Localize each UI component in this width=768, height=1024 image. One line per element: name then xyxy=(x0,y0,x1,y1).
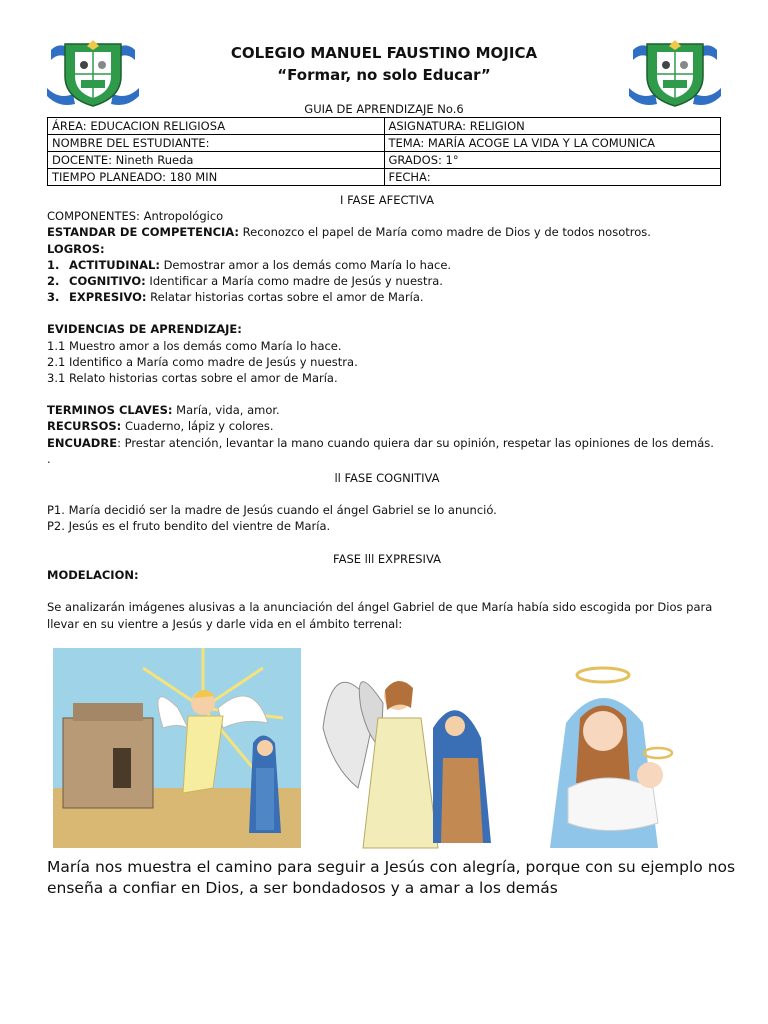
section-title: FASE lll EXPRESIVA xyxy=(333,552,441,566)
guide-title: GUIA DE APRENDIZAJE No.6 xyxy=(304,102,464,116)
logros-list xyxy=(47,257,727,306)
intro-paragraph: Se analizarán imágenes alusivas a la anunciación del ángel Gabriel de que María había sido escogida por Dios para llevar en su vientre a Jesús y darle vida en el ámbito terrenal: xyxy=(47,600,713,631)
student-name-cell: NOMBRE DEL ESTUDIANTE: xyxy=(48,135,385,152)
section-title: I FASE AFECTIVA xyxy=(340,193,434,207)
fecha-cell: FECHA: xyxy=(384,169,721,186)
logros-label: LOGROS: xyxy=(47,241,105,256)
table-row xyxy=(48,152,721,169)
mary-with-child-image xyxy=(548,663,698,853)
modelacion-label: MODELACION: xyxy=(47,568,139,583)
p1-line: P1. María decidió ser la madre de Jesús cuando el ángel Gabriel se lo anunció. xyxy=(47,503,497,518)
table-row xyxy=(48,135,721,152)
dot-line: . xyxy=(47,451,51,466)
estandar-line xyxy=(47,224,727,240)
list-item: 2.1 Identifico a María como madre de Jesús y nuestra. xyxy=(47,354,358,369)
fase-cognitiva-section xyxy=(47,470,727,535)
info-table xyxy=(47,117,721,186)
grados-cell: GRADOS: 1° xyxy=(384,152,721,169)
estandar-label: ESTANDAR DE COMPETENCIA: xyxy=(47,225,240,240)
fase-expresiva-section xyxy=(47,551,727,632)
evidencias-label: EVIDENCIAS DE APRENDIZAJE: xyxy=(47,322,242,337)
closing-paragraph: María nos muestra el camino para seguir a Jesús con alegría, porque con su ejemplo nos enseña a confiar en Dios, a ser bondadosos y a amar a los demás xyxy=(47,858,736,897)
recursos-line: RECURSOS: Cuaderno, lápiz y colores. xyxy=(47,419,274,434)
p2-line: P2. Jesús es el fruto bendito del vientre de María. xyxy=(47,519,331,534)
illustrations xyxy=(50,645,710,850)
list-item: 1. ACTITUDINAL: Demostrar amor a los demás como María lo hace. xyxy=(47,257,452,272)
angel-and-mary-image xyxy=(313,648,503,853)
table-row xyxy=(48,118,721,135)
docente-cell: DOCENTE: Nineth Rueda xyxy=(48,152,385,169)
section-title: ll FASE COGNITIVA xyxy=(334,471,440,485)
tiempo-cell: TIEMPO PLANEADO: 180 MIN xyxy=(48,169,385,186)
encuadre-line: ENCUADRE: Prestar atención, levantar la mano cuando quiera dar su opinión, respetar las opiniones de los demás. xyxy=(47,435,714,450)
componentes-line: COMPONENTES: Antropológico xyxy=(47,209,224,224)
area-cell: ÁREA: EDUCACION RELIGIOSA xyxy=(48,118,385,135)
terminos-line: TERMINOS CLAVES: María, vida, amor. xyxy=(47,403,280,418)
school-motto: “Formar, no solo Educar” xyxy=(277,66,491,84)
list-item: 3. EXPRESIVO: Relatar historias cortas sobre el amor de María. xyxy=(47,290,424,305)
estandar-text: Reconozco el papel de María como madre de Dios y de todos nosotros. xyxy=(239,225,651,240)
table-row xyxy=(48,169,721,186)
list-item: 1.1 Muestro amor a los demás como María lo hace. xyxy=(47,338,342,353)
annunciation-scene-image xyxy=(53,648,301,848)
school-name: COLEGIO MANUEL FAUSTINO MOJICA xyxy=(230,44,538,62)
list-item: 3.1 Relato historias cortas sobre el amor de María. xyxy=(47,371,338,386)
asignatura-cell: ASIGNATURA: RELIGION xyxy=(384,118,721,135)
list-item: 2. COGNITIVO: Identificar a María como madre de Jesús y nuestra. xyxy=(47,274,443,289)
tema-cell: TEMA: MARÍA ACOGE LA VIDA Y LA COMUNICA xyxy=(384,135,721,152)
fase-afectiva-section xyxy=(47,192,727,467)
